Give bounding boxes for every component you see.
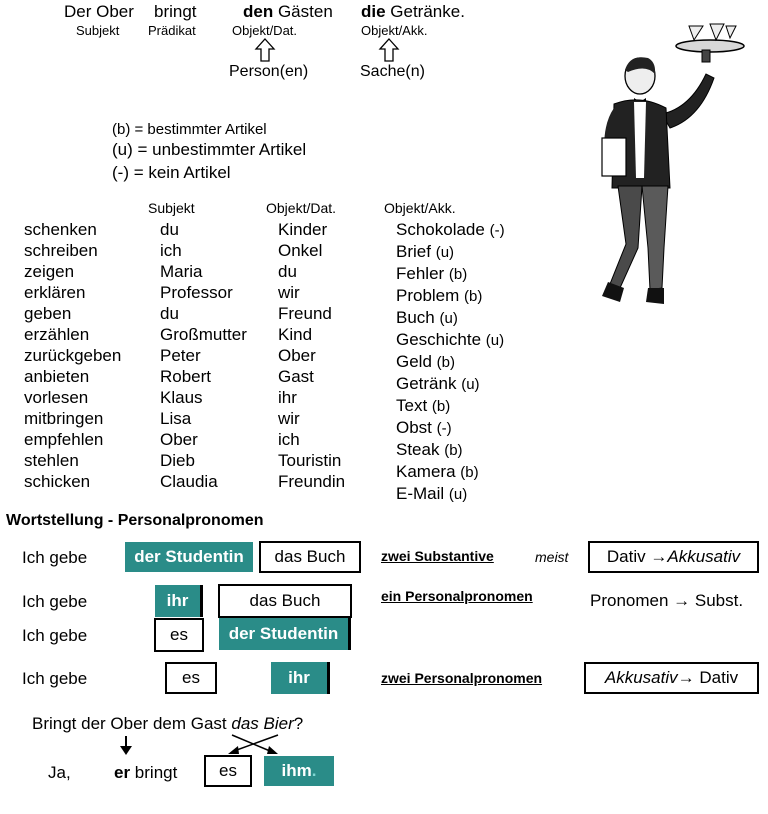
verb-cell: erzählen: [24, 325, 90, 344]
pronoun-ihr-box: ihr: [271, 662, 330, 694]
dative-cell: ihr: [278, 388, 297, 407]
example-question: [32, 714, 303, 734]
waiter-illustration: [590, 18, 768, 318]
answer-dot: .: [311, 761, 317, 780]
article-tag: (u): [448, 486, 468, 503]
pronoun-ihr-box: ihr: [155, 585, 203, 617]
question-das-bier: das Bier: [231, 714, 294, 733]
subject-cell: du: [160, 220, 179, 239]
answer-ihm: ihm: [281, 761, 312, 780]
down-arrow-icon: [118, 736, 134, 756]
intro-person: Person(en): [229, 63, 309, 80]
legend-none: (-) = kein Artikel: [112, 163, 231, 182]
accusative-noun: Schokolade: [396, 220, 485, 239]
legend-b: (b) = bestimmter Artikel: [112, 121, 267, 138]
accusative-noun: Obst: [396, 418, 432, 437]
intro-bringt: bringt: [154, 2, 197, 21]
article-tag: (u): [435, 244, 455, 261]
article-tag: (b): [444, 442, 463, 459]
ich-gebe-label: Ich gebe: [22, 592, 88, 611]
rule-zwei-personalpronomen: zwei Personalpronomen: [381, 670, 543, 686]
intro-label-praedikat: Prädikat: [148, 23, 196, 38]
dative-cell: du: [278, 262, 297, 281]
dative-cell: Onkel: [278, 241, 323, 260]
verb-cell: vorlesen: [24, 388, 89, 407]
accusative-cell: [396, 373, 505, 395]
subject-cell: Robert: [160, 367, 212, 386]
subject-cell: ich: [160, 241, 182, 260]
answer-ihm-box: [264, 756, 334, 786]
verb-cell: zurückgeben: [24, 346, 122, 365]
verb-cell: stehlen: [24, 451, 79, 470]
rule-box-dativ: Dativ →: [606, 547, 668, 566]
verb-cell: schicken: [24, 472, 91, 491]
article-tag: (-): [436, 420, 452, 437]
verb-cell: zeigen: [24, 262, 75, 281]
answer-ja: Ja,: [48, 763, 71, 782]
accusative-cell: [396, 439, 505, 461]
accusative-cell: [396, 241, 505, 263]
table-header-subjekt: Subjekt: [148, 200, 195, 216]
article-tag: (b): [448, 266, 468, 283]
dative-cell: wir: [278, 409, 300, 428]
accusative-cell: [396, 307, 505, 329]
subject-cell: Großmutter: [160, 325, 247, 344]
intro-die: die: [361, 2, 386, 21]
dative-cell: wir: [278, 283, 300, 302]
article-tag: (u): [461, 376, 480, 393]
accusative-noun: Geschichte: [396, 330, 482, 349]
ich-gebe-label: Ich gebe: [22, 548, 88, 567]
verb-cell: geben: [24, 304, 72, 323]
subject-cell: Klaus: [160, 388, 203, 407]
accusative-cell: [396, 395, 505, 417]
subject-cell: Ober: [160, 430, 198, 449]
rule-box-dativ-akkusativ: [588, 541, 759, 573]
pronoun-es-box: es: [165, 662, 217, 694]
dative-column: [278, 219, 345, 492]
accusative-noun: Steak: [396, 440, 440, 459]
rule-meist: meist: [535, 549, 569, 565]
dative-cell: Freund: [278, 304, 332, 323]
intro-den-gaesten: [243, 2, 333, 22]
verb-column: [24, 219, 121, 492]
intro-sache: Sache(n): [360, 63, 425, 80]
rule-box-akkusativ: Akkusativ: [604, 668, 678, 687]
subject-cell: Maria: [160, 262, 203, 281]
answer-bringt: bringt: [130, 763, 178, 782]
accusative-noun: Buch: [396, 308, 435, 327]
answer-er-bringt: [114, 763, 177, 783]
article-tag: (u): [485, 332, 505, 349]
rule-box-akkusativ-dativ: [584, 662, 759, 694]
accusative-noun: Fehler: [396, 264, 445, 283]
article-tag: (u): [439, 310, 458, 327]
dative-cell: Kind: [278, 325, 313, 344]
subject-cell: Claudia: [160, 472, 218, 491]
up-arrow-icon: [254, 38, 276, 62]
legend-u: (u) = unbestimmter Artikel: [112, 140, 307, 159]
intro-die-getraenke: [361, 2, 465, 22]
verb-cell: schreiben: [24, 241, 98, 260]
verb-cell: schenken: [24, 220, 97, 239]
subject-column: [160, 219, 247, 492]
article-tag: (b): [464, 288, 483, 305]
accusative-noun: Kamera: [396, 462, 456, 481]
up-arrow-icon: [378, 38, 400, 62]
question-part1: Bringt der Ober dem Gast: [32, 714, 232, 733]
rule-ein-personalpronomen: ein Personalpronomen: [381, 588, 533, 604]
accusative-cell: [396, 263, 505, 285]
article-tag: (b): [431, 398, 451, 415]
ich-gebe-label: Ich gebe: [22, 626, 88, 645]
accusative-cell: [396, 285, 505, 307]
rule-box-akkusativ: Akkusativ: [667, 547, 741, 566]
accusative-cell: [396, 351, 505, 373]
dative-cell: Kinder: [278, 220, 328, 239]
dative-cell: ich: [278, 430, 300, 449]
accusative-noun: Getränk: [396, 374, 457, 393]
accusative-cell: [396, 417, 505, 439]
article-tag: (b): [436, 354, 455, 371]
dative-noun-box: der Studentin: [219, 618, 351, 650]
verb-cell: empfehlen: [24, 430, 104, 449]
rule-zwei-substantive: zwei Substantive: [381, 548, 494, 564]
pronoun-es-box: es: [154, 618, 204, 652]
table-header-dat: Objekt/Dat.: [266, 200, 337, 216]
rule-pronomen-subst: Pronomen → Subst.: [590, 591, 744, 610]
verb-cell: anbieten: [24, 367, 90, 386]
dative-cell: Ober: [278, 346, 316, 365]
accusative-noun: Geld: [396, 352, 432, 371]
accusative-cell: [396, 483, 505, 505]
subject-cell: Dieb: [160, 451, 195, 470]
accusative-noun-box: das Buch: [259, 541, 361, 573]
dative-noun-box: der Studentin: [125, 542, 253, 572]
accusative-noun: Brief: [396, 242, 431, 261]
dative-cell: Touristin: [278, 451, 342, 470]
intro-label-objekt-akk: Objekt/Akk.: [361, 23, 428, 38]
ich-gebe-label: Ich gebe: [22, 669, 88, 688]
intro-gaesten: Gästen: [273, 2, 333, 21]
accusative-cell: [396, 329, 505, 351]
verb-cell: erklären: [24, 283, 86, 302]
accusative-column: [396, 219, 505, 505]
accusative-cell: [396, 461, 505, 483]
intro-label-objekt-dat: Objekt/Dat.: [232, 23, 298, 38]
subject-cell: Lisa: [160, 409, 192, 428]
intro-label-subjekt: Subjekt: [76, 23, 120, 38]
subject-cell: Peter: [160, 346, 201, 365]
question-mark: ?: [293, 714, 304, 733]
accusative-cell: [396, 219, 505, 241]
accusative-noun: Problem: [396, 286, 460, 305]
intro-den: den: [243, 2, 274, 21]
intro-der-ober: Der Ober: [64, 2, 134, 21]
verb-cell: mitbringen: [24, 409, 104, 428]
answer-es-box: es: [204, 755, 252, 787]
answer-er: er: [114, 763, 131, 782]
table-header-akk: Objekt/Akk.: [384, 200, 456, 216]
article-tag: (b): [460, 464, 479, 481]
accusative-noun: Text: [396, 396, 428, 415]
swap-arrows-icon: [222, 733, 284, 757]
article-tag: (-): [489, 222, 505, 239]
subject-cell: du: [160, 304, 179, 323]
rule-box-dativ: → Dativ: [677, 668, 739, 687]
intro-getraenke: Getränke.: [385, 2, 465, 21]
dative-cell: Gast: [278, 367, 314, 386]
accusative-noun-box: das Buch: [218, 584, 352, 618]
subject-cell: Professor: [160, 283, 233, 302]
dative-cell: Freundin: [278, 472, 346, 491]
section-title: Wortstellung - Personalpronomen: [6, 512, 264, 529]
accusative-noun: E-Mail: [396, 484, 445, 503]
